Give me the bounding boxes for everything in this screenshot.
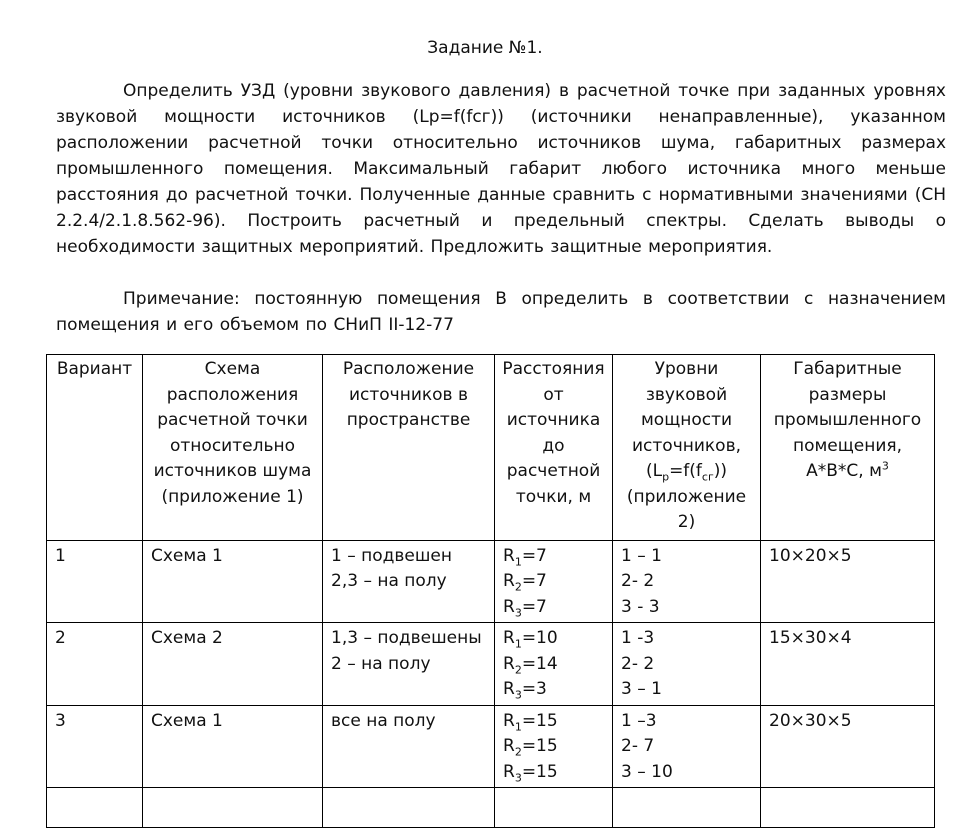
power-level-line: 2- 2 (621, 571, 655, 591)
location-line: 1 – подвешен (331, 545, 453, 566)
distance-line: $R_1=15$ (503, 710, 558, 733)
header-dimensions: Габаритные размеры промышленного помещения, А*В*С, $м^3$ (761, 355, 935, 541)
cell-dimensions: 10×20×5 (761, 540, 935, 623)
location-line: 2,3 – на полу (331, 571, 447, 591)
location-line: все на полу (331, 710, 436, 731)
power-level-line: 1 -3 (621, 628, 655, 648)
table-row (47, 623, 935, 706)
header-location: Расположение источников в пространстве (323, 355, 495, 541)
cell-dimensions: 15×30×4 (761, 623, 935, 706)
power-level-line: 3 - 3 (621, 596, 660, 617)
distance-line: $R_3=15$ (503, 761, 558, 784)
cell-scheme: Схема 1 (143, 705, 323, 788)
cell-power-levels (613, 705, 761, 788)
cell-location (323, 623, 495, 706)
task-paragraph-text: Определить УЗД (уровни звукового давления) в расчетной точке при заданных уровнях звуковой мощности источников (Lр=f(fсг)) (источники ненаправленные), указанном расположении расчетной точки относительно источников шума, габаритных размерах промышленного помещения. Максимальный габарит любого источника много меньше расстояния до расчетной точки. Полученные данные сравнить с нормативными значениями (СН 2.2.4/2.1.8.562-96). Построить расчетный и предельный спектры. Сделать выводы о необходимости защитных мероприятий. Предложить защитные мероприятия. (56, 81, 946, 257)
cell-power-levels (613, 623, 761, 706)
cell-variant: 1 (47, 540, 143, 623)
distance-line: $R_2=15$ (503, 736, 558, 759)
cell-scheme: Схема 1 (143, 540, 323, 623)
power-level-line: 3 – 10 (621, 761, 673, 782)
cell-location (323, 788, 495, 828)
distance-line: $R_2=14$ (503, 653, 558, 676)
cell-variant: 2 (47, 623, 143, 706)
cell-distance (495, 788, 613, 828)
power-level-line: 2- 2 (621, 653, 655, 674)
cell-location (323, 705, 495, 788)
distance-line: $R_1=7$ (503, 545, 547, 568)
note-paragraph (56, 286, 946, 338)
distance-line: $R_3=3$ (503, 679, 547, 702)
cell-variant: 3 (47, 705, 143, 788)
header-distance: Расстояния от источника до расчетной точки, м (495, 355, 613, 541)
distance-line: $R_2=7$ (503, 571, 547, 594)
cell-distance (495, 705, 613, 788)
cell-scheme (143, 788, 323, 828)
power-level-line: 1 – 1 (621, 545, 662, 566)
note-paragraph-text: Примечание: постоянную помещения В определить в соответствии с назначением помещения и его объемом по СНиП II-12-77 (56, 289, 946, 335)
cell-power-levels (613, 788, 761, 828)
variants-table (46, 354, 935, 828)
document-title: Задание №1. (427, 38, 543, 58)
cell-distance (495, 623, 613, 706)
power-level-line: 2- 7 (621, 736, 655, 756)
location-line: 2 – на полу (331, 653, 431, 674)
power-level-line: 3 – 1 (621, 679, 662, 699)
cell-variant (47, 788, 143, 828)
cell-dimensions: 20×30×5 (761, 705, 935, 788)
cell-distance (495, 540, 613, 623)
cell-scheme: Схема 2 (143, 623, 323, 706)
header-variant: Вариант (47, 355, 143, 541)
table-header-row (47, 355, 935, 541)
cell-location (323, 540, 495, 623)
table-row (47, 788, 935, 828)
cell-dimensions (761, 788, 935, 828)
cell-power-levels (613, 540, 761, 623)
distance-line: $R_3=7$ (503, 596, 547, 619)
distance-line: $R_1=10$ (503, 628, 558, 651)
table-row (47, 705, 935, 788)
header-scheme: Схема расположения расчетной точки относительно источников шума (приложение 1) (143, 355, 323, 541)
header-power: Уровни звуковой мощности источников, $(L_р=f(f_{сг}))$ (приложение 2) (613, 355, 761, 541)
table-row (47, 540, 935, 623)
power-level-line: 1 –3 (621, 710, 657, 731)
location-line: 1,3 – подвешены (331, 628, 482, 648)
task-paragraph (56, 78, 946, 260)
